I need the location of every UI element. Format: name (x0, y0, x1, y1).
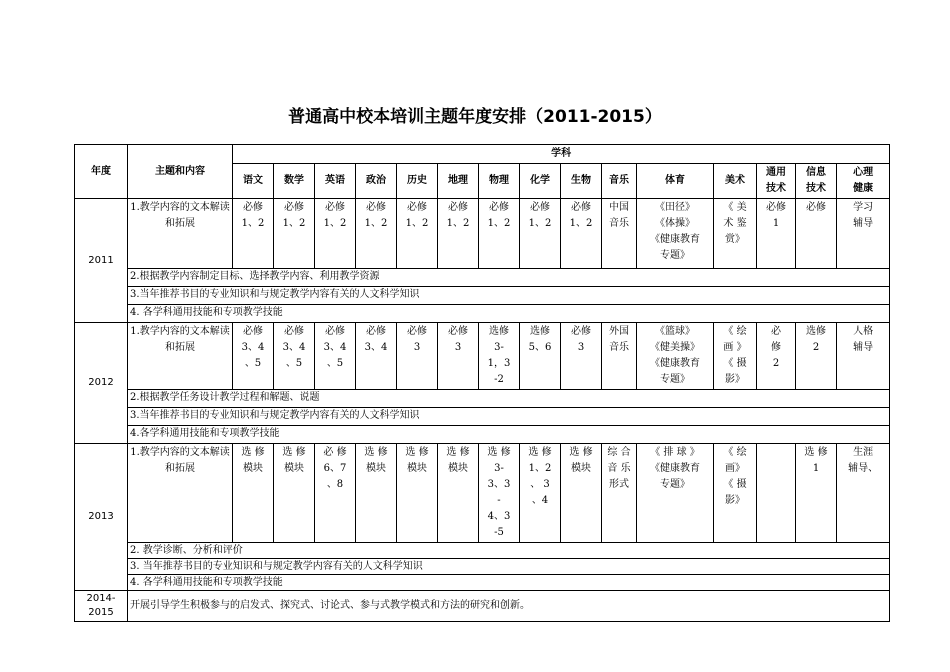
cell-2012-subject (561, 323, 602, 390)
header-subject: 历史 (397, 164, 438, 199)
topic-2012: 1.教学内容的文本解读和拓展 (128, 323, 233, 390)
cell-line: 模块 (448, 463, 468, 474)
cell-line: 3 (413, 342, 421, 353)
cell-line: 画》 (725, 463, 745, 474)
cell-line: 《 绘 (723, 326, 747, 337)
cell-2012-subject (356, 323, 397, 390)
cell-2011-subject (837, 199, 890, 269)
cell-line: 《体操》 (655, 218, 695, 229)
cell-line: 《 摄 (723, 479, 747, 490)
cell-line: 必修 (806, 202, 826, 213)
cell-2012-subject (479, 323, 520, 390)
cell-line: 2 (772, 358, 780, 369)
cell-line: 辅导 (853, 342, 874, 353)
header-subject: 化学 (520, 164, 561, 199)
cell-2013-subject (356, 444, 397, 543)
cell-line: 辅导 (853, 218, 874, 229)
header-subject-line: 心理 (853, 167, 874, 178)
cell-line: 选 修 (282, 447, 306, 458)
cell-line: 必修 (243, 326, 263, 337)
cell-2013-subject (757, 444, 796, 543)
cell-2011-subject (714, 199, 757, 269)
cell-line: 选 修 (241, 447, 265, 458)
header-subject: 音乐 (602, 164, 637, 199)
cell-line: 1、2 (446, 218, 470, 229)
cell-2013-subject (233, 444, 274, 543)
header-subject: 数学 (274, 164, 315, 199)
cell-line: 3、4 (241, 342, 265, 353)
cell-line: 必 修 (323, 447, 347, 458)
cell-line: 必修 (571, 326, 591, 337)
cell-line: 《健康教育 (650, 234, 700, 245)
year-2011: 2011 (75, 199, 128, 323)
cell-2013-subject (602, 444, 637, 543)
cell-line: 必修 (284, 326, 304, 337)
cell-line: 选修 (806, 326, 826, 337)
topic-2011: 1.教学内容的文本解读和拓展 (128, 199, 233, 269)
cell-line: 模块 (366, 463, 386, 474)
cell-2011-subject (796, 199, 837, 269)
schedule-table (74, 144, 890, 622)
cell-line: 模块 (284, 463, 304, 474)
cell-line: 赏》 (725, 234, 745, 245)
cell-line: 《田径》 (655, 202, 695, 213)
cell-line: 3- (494, 342, 504, 353)
cell-line: 必修 (489, 202, 509, 213)
row-2013-item2: 2. 教学诊断、分析和评价 (128, 543, 890, 559)
cell-line: 选 修 (364, 447, 388, 458)
cell-2011-subject (637, 199, 714, 269)
cell-line: 《健康教育 (650, 358, 700, 369)
cell-line: 、5 (244, 358, 262, 369)
cell-line: 必修 (407, 326, 427, 337)
cell-line: 学习 (853, 202, 874, 213)
cell-line: 3 (454, 342, 462, 353)
cell-line: 1、2 (282, 218, 306, 229)
cell-line: 专题》 (660, 479, 690, 490)
cell-line: 必修 (530, 202, 550, 213)
cell-2012-subject (233, 323, 274, 390)
cell-2012-subject (602, 323, 637, 390)
cell-line: 选 修 (569, 447, 593, 458)
year-2014-2015 (75, 591, 128, 622)
cell-2013-subject (520, 444, 561, 543)
cell-2011-subject (479, 199, 520, 269)
cell-line: 术 鉴 (723, 218, 747, 229)
header-subject: 政治 (356, 164, 397, 199)
cell-2013-subject (479, 444, 520, 543)
cell-2011-subject (757, 199, 796, 269)
cell-line: 人格 (853, 326, 874, 337)
cell-line: 1 (812, 463, 820, 474)
cell-2012-subject (520, 323, 561, 390)
cell-line: 综 合 (607, 447, 631, 458)
cell-2012-subject (397, 323, 438, 390)
cell-line: 《 摄 (723, 358, 747, 369)
cell-line: 选 修 (487, 447, 511, 458)
cell-2013-subject (637, 444, 714, 543)
cell-2013-subject (837, 444, 890, 543)
cell-2012-subject (837, 323, 890, 390)
row-2011-item2: 2.根据教学内容制定目标、选择教学内容、利用教学资源 (128, 269, 890, 287)
cell-line: 《 排 球 》 (650, 447, 700, 458)
cell-2013-subject (397, 444, 438, 543)
cell-line: 画 》 (723, 342, 747, 353)
cell-line: 6、7 (323, 463, 347, 474)
cell-line: 专题》 (660, 250, 690, 261)
cell-2011-subject (356, 199, 397, 269)
row-2012-item2: 2.根据教学任务设计教学过程和解题、说题 (128, 390, 890, 408)
cell-line: 中国 (609, 202, 629, 213)
cell-line: 《篮球》 (655, 326, 695, 337)
cell-line: 生涯 (853, 447, 874, 458)
cell-line: 音乐 (609, 218, 629, 229)
year-2012: 2012 (75, 323, 128, 444)
cell-2013-subject (714, 444, 757, 543)
row-2013-item4: 4. 各学科通用技能和专项教学技能 (128, 575, 890, 591)
cell-line: 1、2 (405, 218, 429, 229)
cell-line: 3、4 (282, 342, 306, 353)
cell-line: 1、2 (528, 218, 552, 229)
cell-2013-subject (274, 444, 315, 543)
cell-line: 选 修 (405, 447, 429, 458)
cell-line: 音乐 (609, 342, 629, 353)
cell-line: 辅导、 (848, 463, 879, 474)
cell-line: - (497, 495, 501, 506)
cell-line: 必修 (366, 326, 386, 337)
cell-line: 必 (771, 326, 781, 337)
header-topic: 主题和内容 (128, 145, 233, 199)
cell-line: 、4 (531, 495, 549, 506)
header-year: 年度 (75, 145, 128, 199)
cell-line: 模块 (407, 463, 427, 474)
cell-line: 模块 (571, 463, 591, 474)
cell-line: 音 乐 (607, 463, 631, 474)
cell-2011-subject (602, 199, 637, 269)
cell-2013-subject (438, 444, 479, 543)
header-subject-tongyong (757, 164, 796, 199)
header-subject-line: 通用 (766, 167, 786, 178)
cell-2013-subject (315, 444, 356, 543)
cell-line: 3- (494, 463, 504, 474)
cell-line: 选 修 (528, 447, 552, 458)
cell-line: 必修 (243, 202, 263, 213)
cell-2012-subject (757, 323, 796, 390)
cell-line: -2 (494, 374, 504, 385)
cell-line: 《 绘 (723, 447, 747, 458)
cell-line: 《健康教育 (650, 463, 700, 474)
header-subject-xinxi (796, 164, 837, 199)
header-subject: 物理 (479, 164, 520, 199)
cell-line: 模块 (243, 463, 263, 474)
cell-line: 1 (772, 218, 780, 229)
cell-line: 1、2 (528, 463, 552, 474)
cell-2011-subject (274, 199, 315, 269)
cell-2011-subject (561, 199, 602, 269)
row-2011-item4: 4. 各学科通用技能和专项教学技能 (128, 305, 890, 323)
cell-line: 3、3 (487, 479, 511, 490)
year-2013: 2013 (75, 444, 128, 591)
cell-line: 选 修 (446, 447, 470, 458)
cell-line: 《 美 (723, 202, 747, 213)
cell-line: 1、2 (364, 218, 388, 229)
year-2014: 2014- (86, 593, 116, 604)
cell-line: 《健美操》 (650, 342, 700, 353)
cell-line: 3、4 (364, 342, 388, 353)
cell-line: 4、3 (487, 511, 511, 522)
cell-line: 修 (771, 342, 781, 353)
cell-line: 必修 (571, 202, 591, 213)
cell-line: 1、2 (323, 218, 347, 229)
cell-line: 3 (577, 342, 585, 353)
header-subject-xinli (837, 164, 890, 199)
topic-2013: 1.教学内容的文本解读和拓展 (128, 444, 233, 543)
cell-2013-subject (561, 444, 602, 543)
cell-line: 必修 (407, 202, 427, 213)
cell-2012-subject (714, 323, 757, 390)
header-subject: 语文 (233, 164, 274, 199)
cell-line: 、5 (285, 358, 303, 369)
header-subject: 美术 (714, 164, 757, 199)
cell-line: 5、6 (528, 342, 552, 353)
cell-line: 影》 (725, 495, 745, 506)
row-2013-item3: 3. 当年推荐书目的专业知识和与规定教学内容有关的人文科学知识 (128, 559, 890, 575)
cell-2013-subject (796, 444, 837, 543)
row-2012-item4: 4.各学科通用技能和专项教学技能 (128, 426, 890, 444)
cell-2012-subject (438, 323, 479, 390)
cell-2011-subject (520, 199, 561, 269)
cell-2011-subject (315, 199, 356, 269)
cell-line: 必修 (448, 202, 468, 213)
cell-line: 必修 (448, 326, 468, 337)
cell-line: 外国 (609, 326, 629, 337)
cell-line: 选修 (530, 326, 550, 337)
row-2014-content: 开展引导学生积极参与的启发式、探究式、讨论式、参与式教学模式和方法的研究和创新。 (128, 591, 890, 622)
cell-line: 、 3 (530, 479, 550, 490)
row-2012-item3: 3.当年推荐书目的专业知识和与规定教学内容有关的人文科学知识 (128, 408, 890, 426)
cell-2012-subject (315, 323, 356, 390)
header-subject-line: 技术 (766, 183, 786, 194)
cell-2011-subject (397, 199, 438, 269)
cell-line: 选 修 (804, 447, 828, 458)
cell-line: 3、4 (323, 342, 347, 353)
cell-line: 选修 (489, 326, 509, 337)
header-subject-line: 健康 (853, 183, 874, 194)
cell-line: 1、2 (487, 218, 511, 229)
cell-line: 1，3 (487, 358, 511, 369)
header-subjects-group: 学科 (233, 145, 890, 164)
cell-2012-subject (274, 323, 315, 390)
cell-2012-subject (796, 323, 837, 390)
page-title: 普通高中校本培训主题年度安排（2011-2015） (288, 107, 662, 127)
cell-2012-subject (637, 323, 714, 390)
header-subject: 体育 (637, 164, 714, 199)
year-2015: 2015 (88, 607, 114, 618)
cell-2011-subject (233, 199, 274, 269)
cell-line: 必修 (766, 202, 786, 213)
cell-line: 、8 (326, 479, 344, 490)
cell-line: 必修 (366, 202, 386, 213)
cell-line: 形式 (609, 479, 629, 490)
header-subject: 地理 (438, 164, 479, 199)
cell-line: 1、2 (241, 218, 265, 229)
cell-line: 1、2 (569, 218, 593, 229)
header-subject-line: 信息 (806, 167, 826, 178)
header-subject-line: 技术 (806, 183, 826, 194)
cell-line: 影》 (725, 374, 745, 385)
cell-line: 、5 (326, 358, 344, 369)
cell-line: 必修 (284, 202, 304, 213)
header-subject: 英语 (315, 164, 356, 199)
cell-line: 专题》 (660, 374, 690, 385)
header-subject: 生物 (561, 164, 602, 199)
cell-line: 必修 (325, 326, 345, 337)
cell-line: 2 (812, 342, 820, 353)
row-2011-item3: 3.当年推荐书目的专业知识和与规定教学内容有关的人文科学知识 (128, 287, 890, 305)
cell-line: 必修 (325, 202, 345, 213)
cell-2011-subject (438, 199, 479, 269)
cell-line: -5 (494, 527, 504, 538)
